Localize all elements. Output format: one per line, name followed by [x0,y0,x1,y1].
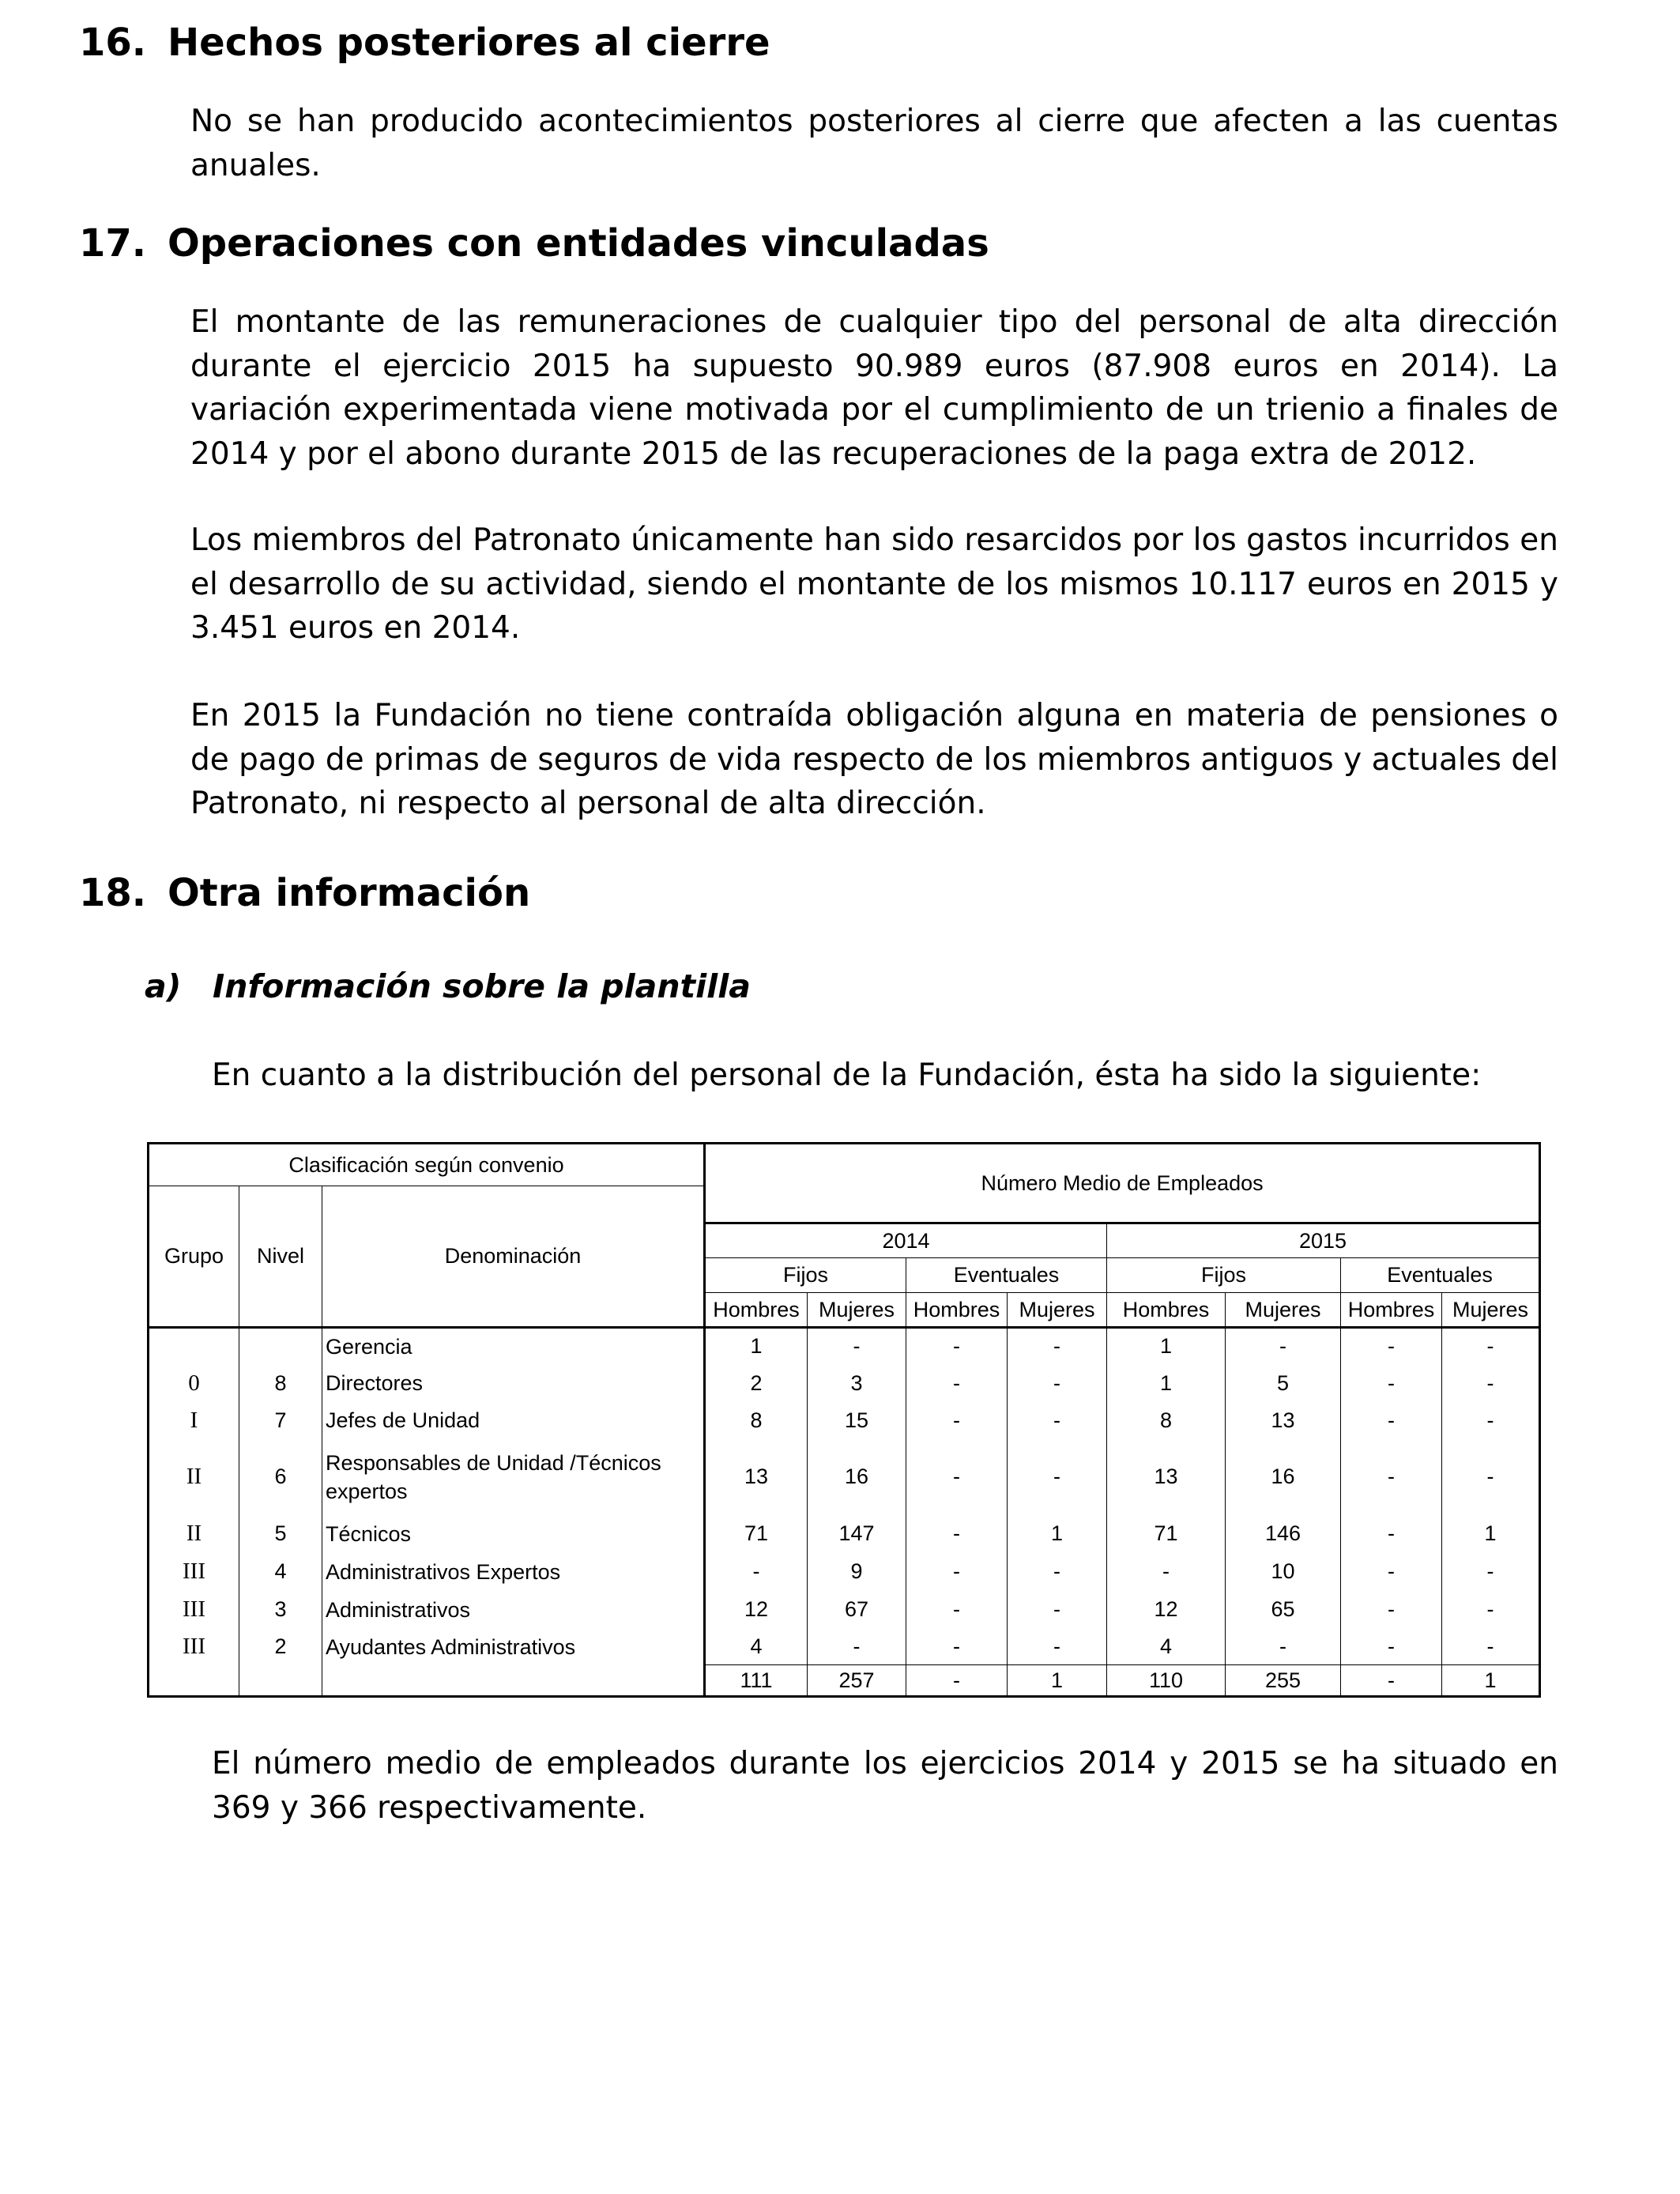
table-row [149,1365,1540,1402]
section-16-heading [79,21,770,65]
cell-denominacion: Técnicos [322,1515,705,1553]
header-2015-eventuales-hombres: Hombres [1341,1293,1442,1328]
header-year-2015: 2015 [1107,1223,1540,1258]
cell-denominacion: Jefes de Unidad [322,1402,705,1439]
section-17-heading [79,221,989,266]
cell-nivel: 6 [239,1439,322,1515]
cell-nivel: 7 [239,1402,322,1439]
section-17-paragraph-3: En 2015 la Fundación no tiene contraída obligación alguna en materia de pensiones o de pago de primas de seguros de vida respecto de los miembros antiguos y actuales del Patronato, ni respecto al personal de alta dirección. [190,698,1558,821]
header-numero-medio: Número Medio de Empleados [705,1144,1540,1223]
cell-2014-fijos-hombres: 2 [705,1365,808,1402]
header-denominacion: Denominación [322,1186,705,1328]
cell-2014-eventuales-hombres: - [906,1402,1008,1439]
cell-2015-eventuales-mujeres: - [1442,1365,1540,1402]
section-16-number: 16. [79,21,147,65]
cell-2014-fijos-mujeres: 15 [808,1402,906,1439]
header-nivel: Nivel [239,1186,322,1328]
total-2014-fijos-mujeres: 257 [808,1665,906,1697]
cell-grupo: 0 [188,1370,200,1396]
header-2015-eventuales-mujeres: Mujeres [1442,1293,1540,1328]
cell-nivel: 8 [239,1365,322,1402]
cell-2015-eventuales-hombres: - [1341,1328,1442,1365]
cell-2015-eventuales-mujeres: - [1442,1402,1540,1439]
cell-grupo: III [183,1596,205,1622]
cell-2014-eventuales-hombres: - [906,1328,1008,1365]
cell-2015-eventuales-hombres: - [1341,1553,1442,1591]
header-2015-fijos-hombres: Hombres [1107,1293,1226,1328]
subsection-a-heading [145,967,751,1006]
cell-2014-fijos-mujeres: 67 [808,1591,906,1629]
cell-2015-eventuales-hombres: - [1341,1439,1442,1515]
section-17-paragraph-2: Los miembros del Patronato únicamente han sido resarcidos por los gastos incurridos en el desarrollo de su actividad, siendo el montante de los mismos 10.117 euros en 2015 y 3.451 euros en 2014. [190,522,1558,646]
section-16-paragraph: No se han producido acontecimientos posteriores al cierre que afecten a las cuentas anuales. [190,104,1558,183]
cell-2014-fijos-hombres: - [705,1553,808,1591]
header-2014-fijos: Fijos [705,1258,906,1293]
cell-2014-eventuales-mujeres: - [1008,1553,1107,1591]
cell-2014-eventuales-hombres: - [906,1439,1008,1515]
cell-2014-eventuales-mujeres: - [1008,1402,1107,1439]
header-2014-eventuales: Eventuales [906,1258,1107,1293]
section-18-title: Otra información [168,871,531,915]
cell-grupo: III [183,1634,205,1659]
table-body [149,1328,1540,1697]
cell-2015-fijos-hombres: - [1107,1553,1226,1591]
table-row [149,1328,1540,1365]
cell-2015-eventuales-hombres: - [1341,1515,1442,1553]
cell-2015-eventuales-hombres: - [1341,1591,1442,1629]
cell-grupo: II [186,1521,202,1546]
cell-grupo: III [183,1559,205,1584]
cell-2014-eventuales-hombres: - [906,1591,1008,1629]
subsection-a-number: a) [145,967,182,1005]
total-2015-eventuales-hombres: - [1341,1665,1442,1697]
cell-2014-eventuales-hombres: - [906,1365,1008,1402]
cell-2015-fijos-hombres: 1 [1107,1365,1226,1402]
header-2015-eventuales: Eventuales [1341,1258,1540,1293]
cell-total-empty [239,1665,322,1697]
section-17-title: Operaciones con entidades vinculadas [168,221,989,266]
cell-total-empty [149,1665,239,1697]
cell-denominacion: Administrativos Expertos [322,1553,705,1591]
cell-2014-fijos-hombres: 71 [705,1515,808,1553]
cell-2015-fijos-mujeres: 10 [1226,1553,1341,1591]
section-17-number: 17. [79,221,147,266]
cell-2015-eventuales-hombres: - [1341,1365,1442,1402]
cell-2015-eventuales-hombres: - [1341,1402,1442,1439]
header-2015-fijos-mujeres: Mujeres [1226,1293,1341,1328]
cell-2014-fijos-hombres: 8 [705,1402,808,1439]
cell-2015-fijos-mujeres: 146 [1226,1515,1341,1553]
cell-2014-eventuales-mujeres: - [1008,1591,1107,1629]
cell-denominacion: Responsables de Unidad /Técnicos expertos [322,1439,705,1515]
cell-2015-eventuales-mujeres: 1 [1442,1515,1540,1553]
cell-2014-eventuales-hombres: - [906,1629,1008,1665]
table-row [149,1439,1540,1515]
cell-nivel: 2 [239,1629,322,1665]
cell-nivel: 3 [239,1591,322,1629]
cell-grupo: II [186,1464,202,1489]
cell-2015-fijos-hombres: 71 [1107,1515,1226,1553]
header-2014-eventuales-hombres: Hombres [906,1293,1008,1328]
cell-denominacion: Directores [322,1365,705,1402]
cell-2015-eventuales-mujeres: - [1442,1591,1540,1629]
cell-2015-fijos-mujeres: 65 [1226,1591,1341,1629]
table-row [149,1553,1540,1591]
cell-denominacion: Ayudantes Administrativos [322,1629,705,1665]
cell-2014-eventuales-mujeres: - [1008,1629,1107,1665]
cell-2015-fijos-mujeres: 5 [1226,1365,1341,1402]
cell-denominacion: Gerencia [322,1328,705,1365]
section-18-number: 18. [79,871,147,915]
cell-2014-eventuales-mujeres: 1 [1008,1515,1107,1553]
cell-2015-fijos-mujeres: 16 [1226,1439,1341,1515]
cell-2014-fijos-hombres: 4 [705,1629,808,1665]
header-2014-fijos-hombres: Hombres [705,1293,808,1328]
staff-intro-paragraph: En cuanto a la distribución del personal de la Fundación, ésta ha sido la siguiente: [212,1057,1482,1093]
section-17-paragraph-1: El montante de las remuneraciones de cualquier tipo del personal de alta dirección durante el ejercicio 2015 ha supuesto 90.989 euros (87.908 euros en 2014). La variación experimentada viene motivada por el cumplimiento de un trienio a finales de 2014 y por el abono durante 2015 de las recuperaciones de la paga extra de 2012. [190,304,1558,472]
cell-2015-fijos-hombres: 1 [1107,1328,1226,1365]
header-clasificacion: Clasificación según convenio [149,1144,705,1186]
cell-nivel: 5 [239,1515,322,1553]
table-row [149,1591,1540,1629]
table-header-row-1 [149,1144,1540,1186]
cell-2015-fijos-hombres: 4 [1107,1629,1226,1665]
header-2014-eventuales-mujeres: Mujeres [1008,1293,1107,1328]
total-2014-fijos-hombres: 111 [705,1665,808,1697]
cell-2014-fijos-hombres: 13 [705,1439,808,1515]
cell-grupo: I [190,1407,198,1433]
cell-2014-fijos-mujeres: 9 [808,1553,906,1591]
cell-2014-eventuales-mujeres: - [1008,1439,1107,1515]
subsection-a-title: Información sobre la plantilla [213,967,751,1005]
cell-2014-fijos-mujeres: 147 [808,1515,906,1553]
header-grupo: Grupo [149,1186,239,1328]
cell-2014-fijos-mujeres: - [808,1629,906,1665]
total-2014-eventuales-mujeres: 1 [1008,1665,1107,1697]
table-totals-row [149,1665,1540,1697]
cell-2015-eventuales-hombres: - [1341,1629,1442,1665]
cell-total-empty [322,1665,705,1697]
table-row [149,1402,1540,1439]
cell-2015-eventuales-mujeres: - [1442,1439,1540,1515]
cell-2014-fijos-mujeres: - [808,1328,906,1365]
cell-2015-eventuales-mujeres: - [1442,1553,1540,1591]
cell-2014-eventuales-hombres: - [906,1553,1008,1591]
cell-2015-eventuales-mujeres: - [1442,1328,1540,1365]
staff-distribution-table [147,1142,1541,1698]
header-year-2014: 2014 [705,1223,1107,1258]
cell-2015-fijos-hombres: 12 [1107,1591,1226,1629]
total-2015-fijos-hombres: 110 [1107,1665,1226,1697]
cell-2015-eventuales-mujeres: - [1442,1629,1540,1665]
cell-2015-fijos-hombres: 13 [1107,1439,1226,1515]
cell-2014-eventuales-mujeres: - [1008,1328,1107,1365]
cell-grupo [149,1328,239,1365]
cell-2015-fijos-mujeres: 13 [1226,1402,1341,1439]
cell-2014-eventuales-hombres: - [906,1515,1008,1553]
cell-2014-fijos-mujeres: 3 [808,1365,906,1402]
cell-2014-fijos-mujeres: 16 [808,1439,906,1515]
cell-2014-eventuales-mujeres: - [1008,1365,1107,1402]
table-row [149,1515,1540,1553]
total-2015-eventuales-mujeres: 1 [1442,1665,1540,1697]
header-2015-fijos: Fijos [1107,1258,1341,1293]
cell-2014-fijos-hombres: 1 [705,1328,808,1365]
total-2015-fijos-mujeres: 255 [1226,1665,1341,1697]
section-16-title: Hechos posteriores al cierre [168,21,770,65]
cell-2015-fijos-mujeres: - [1226,1328,1341,1365]
cell-denominacion: Administrativos [322,1591,705,1629]
staff-closing-paragraph: El número medio de empleados durante los ejercicios 2014 y 2015 se ha situado en 369 y 366 respectivamente. [212,1746,1558,1826]
header-2014-fijos-mujeres: Mujeres [808,1293,906,1328]
cell-nivel: 4 [239,1553,322,1591]
cell-2014-fijos-hombres: 12 [705,1591,808,1629]
table-row [149,1629,1540,1665]
cell-2015-fijos-mujeres: - [1226,1629,1341,1665]
cell-nivel [239,1328,322,1365]
total-2014-eventuales-hombres: - [906,1665,1008,1697]
cell-2015-fijos-hombres: 8 [1107,1402,1226,1439]
section-18-heading [79,871,530,915]
